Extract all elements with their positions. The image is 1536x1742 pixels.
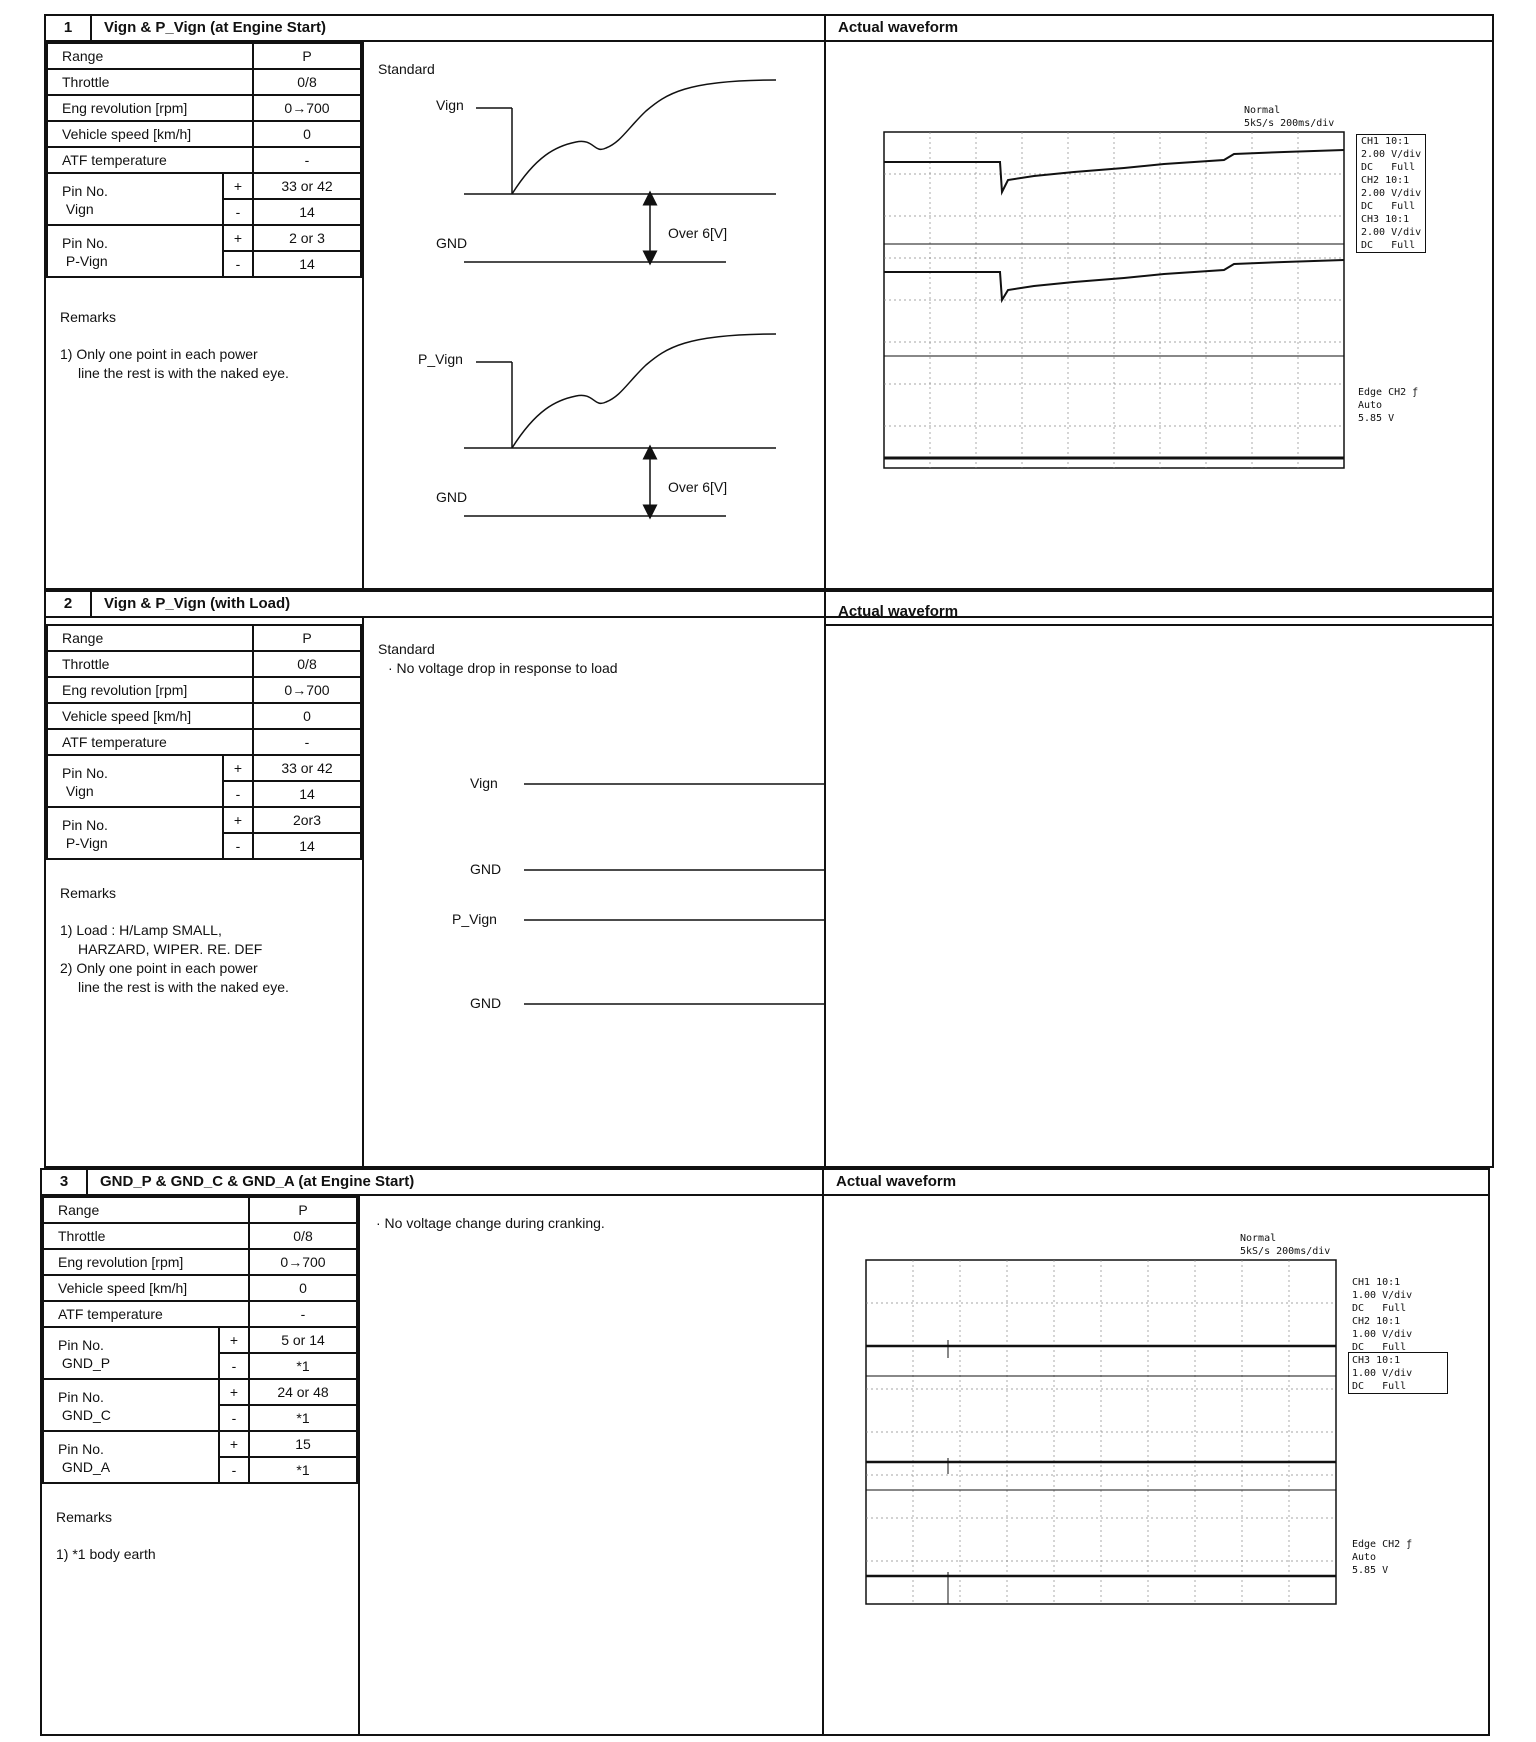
actual-waveform-label: Actual waveform: [838, 19, 959, 36]
table-row: Vehicle speed [km/h] 0: [43, 1275, 357, 1301]
standard-title: Standard: [378, 641, 435, 657]
section-3-header: [42, 1170, 1488, 1196]
oscilloscope-screen: [884, 132, 1346, 470]
waveform-label-p-vign: P_Vign: [452, 911, 497, 927]
actual-waveform-label: Actual waveform: [836, 1173, 957, 1190]
section-title: GND_P & GND_C & GND_A (at Engine Start): [100, 1173, 415, 1190]
section-number: 3: [42, 1170, 88, 1194]
table-row: Throttle 0/8: [43, 1223, 357, 1249]
standard-title: Standard: [378, 61, 435, 77]
table-row: Eng revolution [rpm] 0→700: [43, 1249, 357, 1275]
scope-header: Normal 5kS/s 200ms/div: [1240, 1233, 1331, 1257]
pin-row: Pin No. P-Vign + 2or3: [47, 807, 361, 833]
standard-waveform-diagram: [46, 592, 824, 1170]
scope-header: Normal 5kS/s 200ms/div: [1244, 105, 1335, 129]
table-row: Range P: [47, 625, 361, 651]
oscilloscope-screen: [866, 1260, 1338, 1606]
scope-trigger-info: Edge CH2 ƒ Auto 5.85 V: [1352, 1539, 1413, 1576]
table-row: Range P: [43, 1197, 357, 1223]
waveform-label-vign: Vign: [436, 97, 464, 113]
scope-trigger-info: Edge CH2 ƒ Auto 5.85 V: [1358, 387, 1419, 424]
section-number: 2: [46, 592, 92, 616]
pin-row: - *1: [43, 1457, 357, 1483]
actual-waveform-label: Actual waveform: [838, 603, 959, 620]
pin-row: Pin No. Vign + 33 or 42: [47, 755, 361, 781]
column-divider: [824, 592, 826, 1166]
remarks: Remarks 1) *1 body earth: [56, 1509, 156, 1562]
pin-row: Pin No. GND_A + 15: [43, 1431, 357, 1457]
waveform-label-gnd: GND: [470, 995, 502, 1011]
standard-waveform-diagram: [46, 16, 824, 592]
table-row: Eng revolution [rpm] 0→700: [47, 95, 361, 121]
waveform-label-gnd: GND: [436, 489, 468, 505]
remarks: Remarks 1) Only one point in each power line the rest is with the naked eye.: [60, 309, 289, 381]
waveform-label-gnd: GND: [436, 235, 468, 251]
standard-note: · No voltage drop in response to load: [388, 660, 618, 676]
header-rule: [824, 624, 1492, 626]
scope-channel-info: CH1 10:1 1.00 V/div DC Full CH2 10:1 1.00 V/div DC Full CH3 10:1 1.00 V/div DC Full: [1352, 1277, 1413, 1392]
standard-note: · No voltage change during cranking.: [376, 1215, 605, 1231]
section-title: Vign & P_Vign (at Engine Start): [104, 19, 326, 36]
table-row: Range P: [47, 43, 361, 69]
table-row: Eng revolution [rpm] 0→700: [47, 677, 361, 703]
waveform-label-p-vign: P_Vign: [418, 351, 463, 367]
table-row: ATF temperature -: [47, 729, 361, 755]
table-row: ATF temperature -: [47, 147, 361, 173]
column-divider: [824, 16, 826, 588]
table-row: Vehicle speed [km/h] 0: [47, 703, 361, 729]
table-row: Throttle 0/8: [47, 651, 361, 677]
pin-row: Pin No. Vign + 33 or 42: [47, 173, 361, 199]
pin-row: - 14: [47, 781, 361, 807]
pin-row: - 14: [47, 251, 361, 277]
waveform-label-gnd: GND: [470, 861, 502, 877]
table-row: Vehicle speed [km/h] 0: [47, 121, 361, 147]
table-row: Throttle 0/8: [47, 69, 361, 95]
selected-channel-box: [1348, 1352, 1448, 1394]
remarks: Remarks 1) Load : H/Lamp SMALL, HARZARD, WIPER. RE. DEF 2) Only one point in each power line the rest is with the naked eye.: [60, 885, 289, 995]
pin-row: - *1: [43, 1353, 357, 1379]
pin-row: Pin No. P-Vign + 2 or 3: [47, 225, 361, 251]
pin-row: - 14: [47, 199, 361, 225]
section-2: [44, 590, 1494, 1168]
scope-channel-info: CH1 10:1 2.00 V/div DC Full CH2 10:1 2.00 V/div DC Full CH3 10:1 2.00 V/div DC Full: [1356, 134, 1426, 253]
section-3: [40, 1168, 1490, 1736]
voltage-threshold: Over 6[V]: [668, 479, 728, 495]
pin-row: Pin No. GND_P + 5 or 14: [43, 1327, 357, 1353]
section-1: [44, 14, 1494, 590]
column-divider: [822, 1170, 824, 1734]
section-number: 1: [46, 16, 92, 40]
spec-table: [42, 1196, 358, 1484]
column-divider: [358, 1196, 360, 1734]
pin-row: Pin No. GND_C + 24 or 48: [43, 1379, 357, 1405]
pin-row: - 14: [47, 833, 361, 859]
waveform-label-vign: Vign: [470, 775, 498, 791]
table-row: ATF temperature -: [43, 1301, 357, 1327]
pin-row: - *1: [43, 1405, 357, 1431]
voltage-threshold: Over 6[V]: [668, 225, 728, 241]
section-title: Vign & P_Vign (with Load): [104, 595, 291, 612]
